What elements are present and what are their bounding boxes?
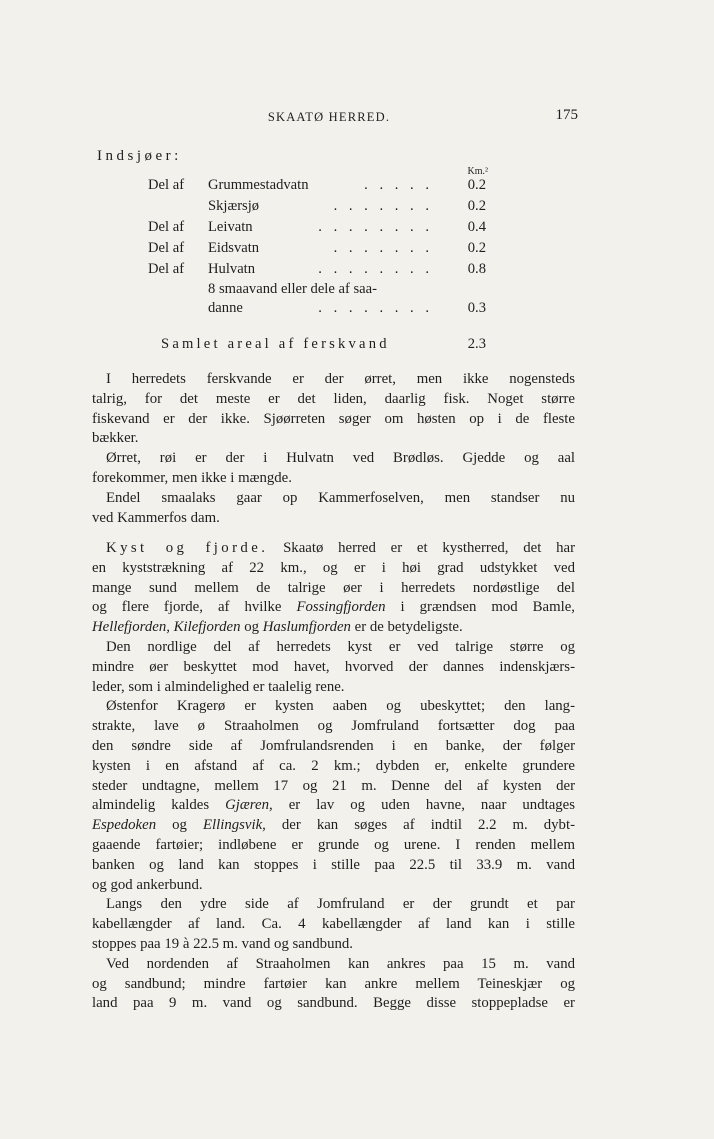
row-value: 0.4: [467, 219, 486, 235]
total-row: [161, 334, 488, 354]
text-line: steder undtagne, mellem 17 og 21 m. Denne del af kysten der: [92, 777, 575, 794]
place-name: Haslumfjorden: [262, 619, 351, 636]
row-name: danne: [208, 300, 243, 316]
row-leader: . . . . . . .: [333, 198, 433, 214]
text-line: og god ankerbund.: [92, 876, 203, 893]
text-line: kysten i en afstand af ca. 2 km.; dybden er, enkelte grundere: [92, 757, 575, 774]
text-line: land paa 9 m. vand og sandbund. Begge disse stoppepladse er: [92, 995, 575, 1012]
row-value: 0.2: [467, 177, 486, 193]
text-line: og sandbund; mindre fartøier kan ankre mellem Teineskjær og: [92, 975, 575, 992]
text-line: mange sund mellem de talrige øer i herredets nordøstlige del: [92, 579, 575, 596]
text-span: er lav og uden havne, naar undtages: [288, 797, 575, 814]
text-line: Den nordlige del af herredets kyst er ved talrige større og: [106, 638, 575, 655]
table-row: [148, 238, 488, 258]
text-line: [92, 796, 575, 816]
table-row: [148, 298, 488, 318]
row-name: Leivatn: [208, 219, 253, 235]
table-row: [148, 279, 488, 299]
place-name: Hellefjorden,: [92, 619, 170, 636]
text-span: Skaatø herred er et kystherred, det har: [283, 540, 575, 556]
text-line: bækker.: [92, 430, 139, 447]
unit-label: Km.²: [467, 166, 488, 177]
row-leader: . . . . .: [364, 177, 433, 193]
paragraph-fish: [92, 370, 575, 528]
text-line: stoppes paa 19 à 22.5 m. vand og sandbund.: [92, 935, 353, 952]
row-prefix: Del af: [148, 261, 185, 277]
text-line: en kyststrækning af 22 km., og er i høi grad udstykket ved: [92, 559, 575, 576]
text-line: banken og land kan stoppes i stille paa 22.5 til 33.9 m. vand: [92, 856, 575, 873]
row-name: Hulvatn: [208, 261, 256, 277]
row-leader: . . . . . . . .: [318, 219, 433, 235]
text-line: [92, 598, 575, 618]
row-name: Skjærsjø: [208, 198, 260, 214]
text-line: Endel smaalaks gaar op Kammerfoselven, men standser nu: [106, 489, 575, 506]
section-heading-coast: Kyst og fjorde.: [106, 540, 269, 556]
row-prefix: Del af: [148, 177, 185, 193]
text-line: fiskevand er der ikke. Sjøørreten søger om høsten op i de fleste: [92, 410, 575, 427]
row-leader: . . . . . . . .: [318, 261, 433, 277]
text-span: er de betydeligste.: [354, 619, 463, 636]
place-name: Gjæren,: [225, 797, 273, 814]
paragraph-coast: [92, 539, 575, 1014]
text-line: Langs den ydre side af Jomfruland er der grundt et par: [106, 896, 575, 913]
text-span: og flere fjorde, af hvilke: [92, 599, 282, 616]
row-name: 8 smaavand eller dele af saa-: [208, 281, 377, 297]
text-line: kabellængder af land. Ca. 4 kabellængder af land kan i stille: [92, 916, 575, 933]
row-name: Grummestadvatn: [208, 177, 309, 193]
text-line: Østenfor Kragerø er kysten aaben og ubeskyttet; den lang-: [106, 698, 575, 715]
text-line: gaaende fartøier; indløbene er grunde og urene. I renden mellem: [92, 836, 575, 853]
text-line: ved Kammerfos dam.: [92, 509, 220, 526]
table-row: [148, 259, 488, 279]
text-line: strakte, lave ø Straaholmen og Jomfruland fortsætter dog paa: [92, 718, 575, 735]
place-name: Ellingsvik,: [202, 817, 266, 834]
row-leader: . . . . . . .: [333, 240, 433, 256]
total-label: Samlet areal af ferskvand: [161, 336, 390, 352]
table-row: [148, 217, 488, 237]
text-line: talrig, for det meste er det liden, daarlig fisk. Noget større: [92, 390, 575, 407]
place-name: Kilefjorden: [173, 619, 241, 636]
row-name: Eidsvatn: [208, 240, 260, 256]
text-line: mindre øer beskyttet mod havet, hvorved der dannes indenskjærs-: [92, 658, 575, 675]
running-header: [80, 107, 578, 129]
text-span: der kan søges af indtil 2.2 m. dybt-: [281, 817, 575, 834]
lakes-heading: Indsjøer:: [97, 148, 182, 164]
text-line: Ved nordenden af Straaholmen kan ankres paa 15 m. vand: [106, 955, 575, 972]
text-line: leder, som i almindelighed er taalelig rene.: [92, 678, 345, 695]
text-line: Ørret, røi er der i Hulvatn ved Brødløs. Gjedde og aal: [106, 450, 575, 467]
text-span: i grændsen mod Bamle,: [400, 599, 576, 616]
row-value: 0.8: [467, 261, 486, 277]
text-span: og: [172, 817, 187, 834]
row-leader: . . . . . . . .: [318, 300, 433, 316]
header-title: SKAATØ HERRED.: [267, 110, 391, 124]
row-prefix: Del af: [148, 240, 185, 256]
text-line: [92, 816, 575, 836]
row-prefix: Del af: [148, 219, 185, 235]
text-span: og: [244, 619, 259, 636]
row-value: 0.2: [467, 198, 486, 214]
row-value: 0.2: [467, 240, 486, 256]
page-number: 175: [555, 107, 578, 123]
text-line: [92, 539, 575, 559]
text-line: den søndre side af Jomfrulandsrenden i en banke, der følger: [92, 737, 575, 754]
place-name: Fossingfjorden: [296, 599, 386, 616]
row-value: 0.3: [467, 300, 486, 316]
text-line: [92, 618, 575, 638]
place-name: Espedoken: [92, 817, 157, 834]
table-row: [148, 175, 488, 195]
text-line: forekommer, men ikke i mængde.: [92, 469, 292, 486]
total-value: 2.3: [467, 336, 486, 352]
text-line: I herredets ferskvande er der ørret, men ikke nogensteds: [106, 371, 575, 387]
text-span: almindelig kaldes: [92, 797, 210, 814]
table-row: [148, 196, 488, 216]
